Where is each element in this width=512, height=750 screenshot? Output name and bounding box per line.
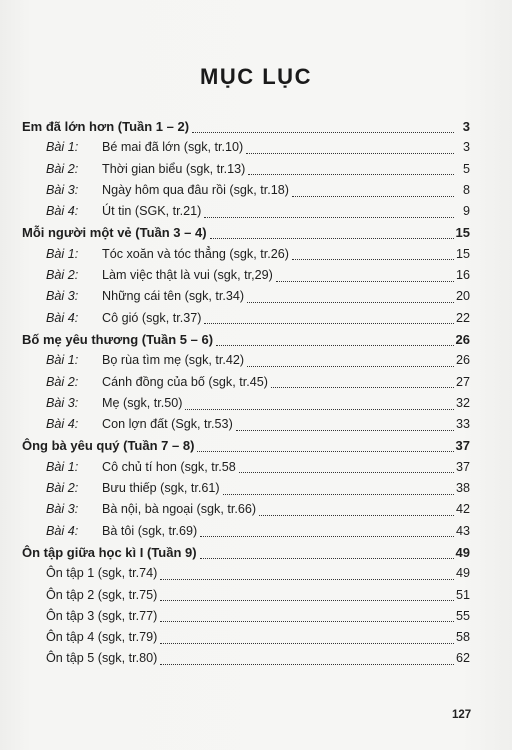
entry-page: 43 xyxy=(455,523,470,538)
section-page: 26 xyxy=(455,331,470,347)
lesson-label: Bài 1: xyxy=(46,459,79,474)
dot-leader xyxy=(160,612,454,622)
dot-leader xyxy=(271,378,454,388)
entry-title: Bé mai đã lớn (sgk, tr.10) xyxy=(102,140,244,155)
toc-lesson-entry xyxy=(22,244,470,265)
lesson-label: Bài 3: xyxy=(46,395,79,410)
toc-lesson-entry xyxy=(22,286,470,307)
lesson-label: Bài 2: xyxy=(46,481,79,496)
dot-leader xyxy=(197,442,453,452)
entry-title: Cô gió (sgk, tr.37) xyxy=(102,310,202,325)
toc-lesson-entry xyxy=(22,137,470,158)
entry-page: 20 xyxy=(455,289,470,304)
toc-lesson-entry xyxy=(22,372,470,393)
toc-review-entry xyxy=(22,606,470,627)
table-of-contents xyxy=(22,116,470,670)
dot-leader xyxy=(204,208,454,218)
entry-page: 16 xyxy=(455,268,470,283)
lesson-label: Bài 3: xyxy=(46,502,79,517)
entry-title: Ôn tập 2 (sgk, tr.75) xyxy=(46,587,158,602)
dot-leader xyxy=(216,336,453,346)
dot-leader xyxy=(200,527,454,537)
entry-title: Cánh đồng của bố (sgk, tr.45) xyxy=(102,374,268,389)
dot-leader xyxy=(160,570,454,580)
entry-page: 5 xyxy=(462,161,470,176)
lesson-label: Bài 2: xyxy=(46,161,79,176)
toc-review-entry xyxy=(22,563,470,584)
lesson-label: Bài 4: xyxy=(46,310,79,325)
dot-leader xyxy=(247,293,454,303)
dot-leader xyxy=(160,634,454,644)
lesson-label: Bài 4: xyxy=(46,204,79,219)
section-title: Ông bà yêu quý (Tuần 7 – 8) xyxy=(22,438,195,454)
dot-leader xyxy=(276,272,454,282)
toc-section-heading xyxy=(22,116,470,137)
toc-lesson-entry xyxy=(22,159,470,180)
dot-leader xyxy=(192,123,454,133)
lesson-label: Bài 4: xyxy=(46,417,79,432)
section-page: 3 xyxy=(462,119,470,134)
dot-leader xyxy=(292,250,454,260)
toc-lesson-entry xyxy=(22,393,470,414)
entry-page: 58 xyxy=(455,630,470,645)
toc-section-heading xyxy=(22,329,470,350)
dot-leader xyxy=(160,655,454,665)
entry-title: Cô chủ tí hon (sgk, tr.58 xyxy=(102,459,236,474)
entry-page: 51 xyxy=(455,587,470,602)
entry-page: 62 xyxy=(455,651,470,666)
toc-lesson-entry xyxy=(22,201,470,222)
dot-leader xyxy=(160,591,454,601)
entry-title: Út tin (SGK, tr.21) xyxy=(102,204,202,219)
dot-leader xyxy=(236,421,454,431)
dot-leader xyxy=(246,144,454,154)
lesson-label: Bài 1: xyxy=(46,353,79,368)
toc-lesson-entry xyxy=(22,414,470,435)
entry-title: Ôn tập 5 (sgk, tr.80) xyxy=(46,651,158,666)
entry-page: 49 xyxy=(455,566,470,581)
toc-section-heading xyxy=(22,542,470,563)
lesson-label: Bài 3: xyxy=(46,289,79,304)
dot-leader xyxy=(292,187,454,197)
dot-leader xyxy=(239,463,454,473)
section-title: Bố mẹ yêu thương (Tuần 5 – 6) xyxy=(22,331,214,347)
entry-page: 15 xyxy=(455,246,470,261)
entry-title: Bà nội, bà ngoại (sgk, tr.66) xyxy=(102,502,257,517)
entry-title: Ôn tập 4 (sgk, tr.79) xyxy=(46,630,158,645)
dot-leader xyxy=(185,400,454,410)
toc-section-heading xyxy=(22,222,470,243)
section-page: 15 xyxy=(455,225,470,241)
dot-leader xyxy=(259,506,454,516)
lesson-label: Bài 2: xyxy=(46,374,79,389)
lesson-label: Bài 3: xyxy=(46,182,79,197)
toc-lesson-entry xyxy=(22,478,470,499)
entry-title: Bà tôi (sgk, tr.69) xyxy=(102,523,198,538)
toc-lesson-entry xyxy=(22,180,470,201)
toc-lesson-entry xyxy=(22,265,470,286)
dot-leader xyxy=(248,165,454,175)
lesson-label: Bài 1: xyxy=(46,246,79,261)
toc-lesson-entry xyxy=(22,499,470,520)
entry-title: Ôn tập 1 (sgk, tr.74) xyxy=(46,566,158,581)
dot-leader xyxy=(204,314,454,324)
entry-page: 8 xyxy=(462,182,470,197)
entry-title: Ôn tập 3 (sgk, tr.77) xyxy=(46,608,158,623)
lesson-label: Bài 2: xyxy=(46,268,79,283)
entry-title: Thời gian biểu (sgk, tr.13) xyxy=(102,161,246,176)
section-page: 37 xyxy=(455,438,470,454)
section-page: 49 xyxy=(455,544,470,560)
section-title: Em đã lớn hơn (Tuần 1 – 2) xyxy=(22,119,190,134)
toc-section-heading xyxy=(22,435,470,456)
entry-page: 42 xyxy=(455,502,470,517)
entry-title: Tóc xoăn và tóc thẳng (sgk, tr.26) xyxy=(102,246,289,261)
entry-page: 26 xyxy=(455,353,470,368)
page-number: 127 xyxy=(452,709,472,721)
lesson-label: Bài 4: xyxy=(46,523,79,538)
entry-title: Những cái tên (sgk, tr.34) xyxy=(102,289,245,304)
dot-leader xyxy=(200,549,454,559)
entry-page: 22 xyxy=(455,310,470,325)
toc-lesson-entry xyxy=(22,521,470,542)
entry-title: Con lợn đất (Sgk, tr.53) xyxy=(102,417,233,432)
section-title: Ôn tập giữa học kì I (Tuần 9) xyxy=(22,544,197,560)
entry-page: 27 xyxy=(455,374,470,389)
toc-lesson-entry xyxy=(22,350,470,371)
entry-page: 3 xyxy=(462,140,470,155)
entry-page: 55 xyxy=(455,608,470,623)
page-title: MỤC LỤC xyxy=(200,64,312,89)
entry-title: Bưu thiếp (sgk, tr.61) xyxy=(102,481,220,496)
toc-review-entry xyxy=(22,648,470,669)
entry-page: 9 xyxy=(462,204,470,219)
dot-leader xyxy=(247,357,454,367)
entry-page: 37 xyxy=(455,459,470,474)
lesson-label: Bài 1: xyxy=(46,140,79,155)
entry-page: 32 xyxy=(455,395,470,410)
entry-page: 33 xyxy=(455,417,470,432)
toc-review-entry xyxy=(22,585,470,606)
toc-lesson-entry xyxy=(22,308,470,329)
dot-leader xyxy=(223,485,454,495)
toc-lesson-entry xyxy=(22,457,470,478)
entry-title: Mẹ (sgk, tr.50) xyxy=(102,395,183,410)
dot-leader xyxy=(210,229,454,239)
entry-page: 38 xyxy=(455,481,470,496)
entry-title: Bọ rùa tìm mẹ (sgk, tr.42) xyxy=(102,353,245,368)
entry-title: Làm việc thật là vui (sgk, tr,29) xyxy=(102,268,273,283)
section-title: Mỗi người một vẻ (Tuần 3 – 4) xyxy=(22,225,207,241)
toc-review-entry xyxy=(22,627,470,648)
entry-title: Ngày hôm qua đâu rồi (sgk, tr.18) xyxy=(102,182,289,197)
